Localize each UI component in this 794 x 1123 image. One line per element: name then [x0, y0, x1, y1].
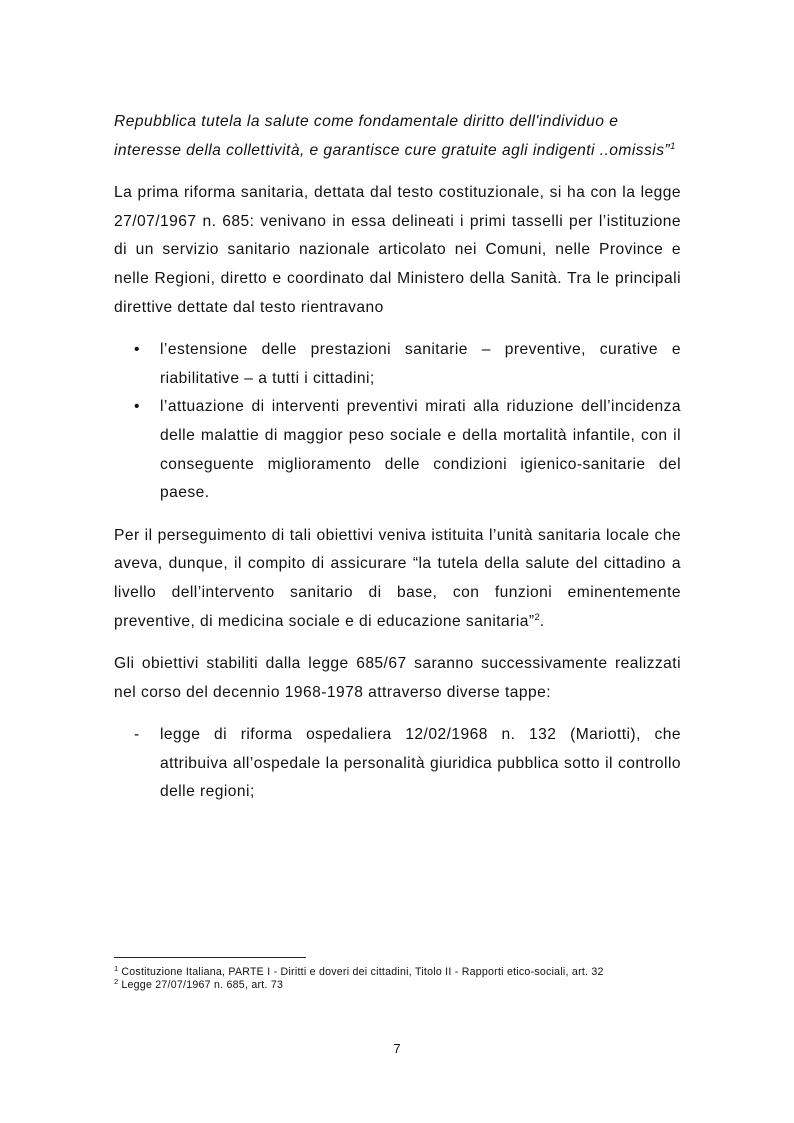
list-item-text: l’estensione delle prestazioni sanitarie – preventive, curative e riabilitative – a tutti i cittadini; — [160, 341, 681, 387]
paragraph-usl-text: Per il perseguimento di tali obiettivi veniva istituita l’unità sanitaria locale che aveva, dunque, il compito di assicurare “la tutela della salute del cittadino a livello dell’intervento sanitario di base, con funzioni eminentemente preventive, di medicina sociale e di educazione sanitaria” — [114, 526, 681, 630]
list-item — [114, 336, 681, 393]
paragraph-usl — [114, 522, 681, 636]
dash-list — [114, 721, 681, 807]
list-item — [114, 393, 681, 507]
bullet-marker: • — [134, 398, 140, 416]
list-item — [114, 721, 681, 807]
paragraph-objectives: Gli obiettivi stabiliti dalla legge 685/67 saranno successivamente realizzati nel corso del decennio 1968-1978 attraverso diverse tappe: — [114, 655, 681, 701]
paragraph-usl-end: . — [539, 612, 545, 630]
list-item-text: legge di riforma ospedaliera 12/02/1968 n. 132 (Mariotti), che attribuiva all’ospedale la personalità giuridica pubblica sotto il controllo delle regioni; — [160, 726, 681, 801]
footnote-text: Costituzione Italiana, PARTE I - Diritti e doveri dei cittadini, Titolo II - Rapporti etico-sociali, art. 32 — [121, 966, 604, 978]
footnote-ref-1[interactable]: 1 — [670, 140, 676, 152]
list-item-text: l’attuazione di interventi preventivi mirati alla riduzione dell’incidenza delle malattie di maggior peso sociale e della mortalità infantile, con il conseguente miglioramento delle condizioni igienico-sanitarie del paese. — [160, 398, 681, 502]
footnotes — [114, 957, 684, 992]
footnote-number: 1 — [114, 964, 119, 973]
dash-marker: - — [134, 726, 140, 744]
quote-text: Repubblica tutela la salute come fondamentale diritto dell'individuo e interesse della collettività, e garantisce cure gratuite agli indigenti ..omissis” — [114, 113, 671, 159]
footnote-divider — [114, 957, 306, 958]
footnote-text: Legge 27/07/1967 n. 685, art. 73 — [121, 979, 284, 992]
footnote-number: 2 — [114, 977, 119, 987]
page-number: 7 — [393, 1041, 401, 1056]
bullet-list — [114, 336, 681, 508]
constitution-quote — [114, 108, 681, 165]
page-body — [114, 108, 681, 807]
bullet-marker: • — [134, 341, 140, 359]
footnote-ref-2[interactable]: 2 — [534, 611, 540, 623]
footnote-1 — [114, 966, 684, 979]
paragraph-first-reform: La prima riforma sanitaria, dettata dal testo costituzionale, si ha con la legge 27/07/1967 n. 685: venivano in essa delineati i primi tasselli per l’istituzione di un servizio sanitario nazionale articolato nei Comuni, nelle Province e nelle Regioni, diretto e coordinato dal Ministero della Sanità. Tra le principali direttive dettate dal testo rientravano — [114, 184, 681, 316]
footnote-2 — [114, 979, 684, 992]
